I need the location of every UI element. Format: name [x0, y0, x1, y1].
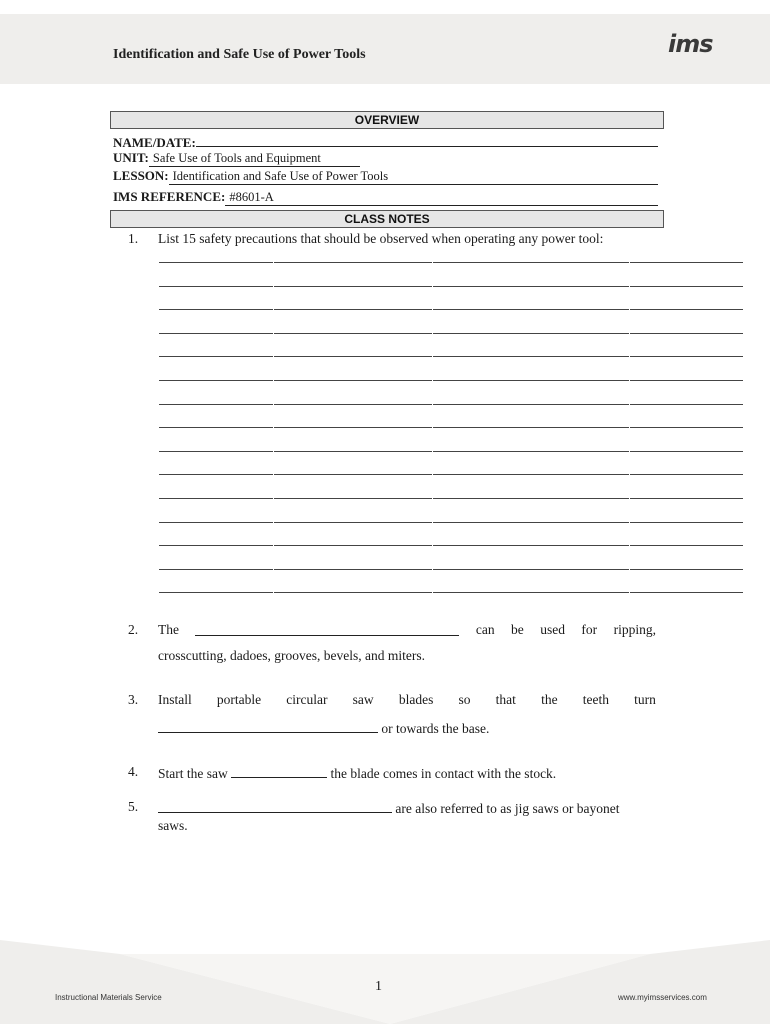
lesson-field: [113, 168, 658, 185]
question-text: crosscutting, dadoes, grooves, bevels, and miters.: [158, 648, 425, 663]
question-number: 5.: [128, 799, 139, 814]
answer-line[interactable]: [159, 404, 743, 405]
answer-line[interactable]: [159, 498, 743, 499]
name-date-value[interactable]: [196, 131, 658, 147]
question-number: 3.: [128, 692, 139, 707]
question-number: 1.: [128, 231, 139, 246]
answer-line[interactable]: [159, 380, 743, 381]
question-text: The can be used for ripping,: [158, 622, 656, 637]
footer-banner: [0, 940, 770, 1024]
ims-logo: ims: [668, 30, 713, 58]
answer-line[interactable]: [159, 545, 743, 546]
unit-value: Safe Use of Tools and Equipment: [149, 151, 360, 167]
answer-line[interactable]: [159, 356, 743, 357]
footer-organization: Instructional Materials Service: [55, 993, 162, 1002]
answer-blank[interactable]: [231, 764, 327, 778]
name-date-label: NAME/DATE:: [113, 135, 196, 150]
ims-reference-field: [113, 189, 658, 206]
answer-blank[interactable]: [158, 799, 392, 813]
question-text: or towards the base.: [158, 719, 489, 737]
answer-line[interactable]: [159, 569, 743, 570]
question-number: 2.: [128, 622, 139, 637]
overview-heading: OVERVIEW: [110, 111, 664, 129]
unit-field: [113, 150, 360, 167]
unit-label: UNIT:: [113, 150, 149, 165]
question-number: 4.: [128, 764, 139, 779]
ims-reference-label: IMS REFERENCE:: [113, 189, 226, 204]
question-text: are also referred to as jig saws or bayonet: [158, 799, 620, 817]
lesson-label: LESSON:: [113, 168, 169, 183]
question-text: Install portable circular saw blades so that the teeth turn: [158, 692, 656, 707]
answer-blank[interactable]: [158, 719, 378, 733]
answer-line[interactable]: [159, 427, 743, 428]
answer-line[interactable]: [159, 262, 743, 263]
answer-line[interactable]: [159, 522, 743, 523]
question-text: Start the saw the blade comes in contact with the stock.: [158, 766, 557, 781]
footer-website[interactable]: www.myimsservices.com: [618, 993, 707, 1002]
document-title: Identification and Safe Use of Power Tools: [113, 47, 366, 62]
answer-line[interactable]: [159, 286, 743, 287]
answer-line[interactable]: [159, 474, 743, 475]
question-text: saws.: [158, 818, 188, 833]
lesson-value: Identification and Safe Use of Power Tools: [169, 169, 658, 185]
name-date-field[interactable]: [113, 131, 658, 151]
question-text: List 15 safety precautions that should be observed when operating any power tool:: [158, 231, 604, 246]
class-notes-heading: CLASS NOTES: [110, 210, 664, 228]
answer-line[interactable]: [159, 333, 743, 334]
answer-blank[interactable]: [195, 622, 459, 636]
answer-line[interactable]: [159, 309, 743, 310]
answer-line[interactable]: [159, 451, 743, 452]
answer-line[interactable]: [159, 592, 743, 593]
page-number: 1: [375, 979, 382, 994]
ims-reference-value: #8601-A: [225, 190, 658, 206]
